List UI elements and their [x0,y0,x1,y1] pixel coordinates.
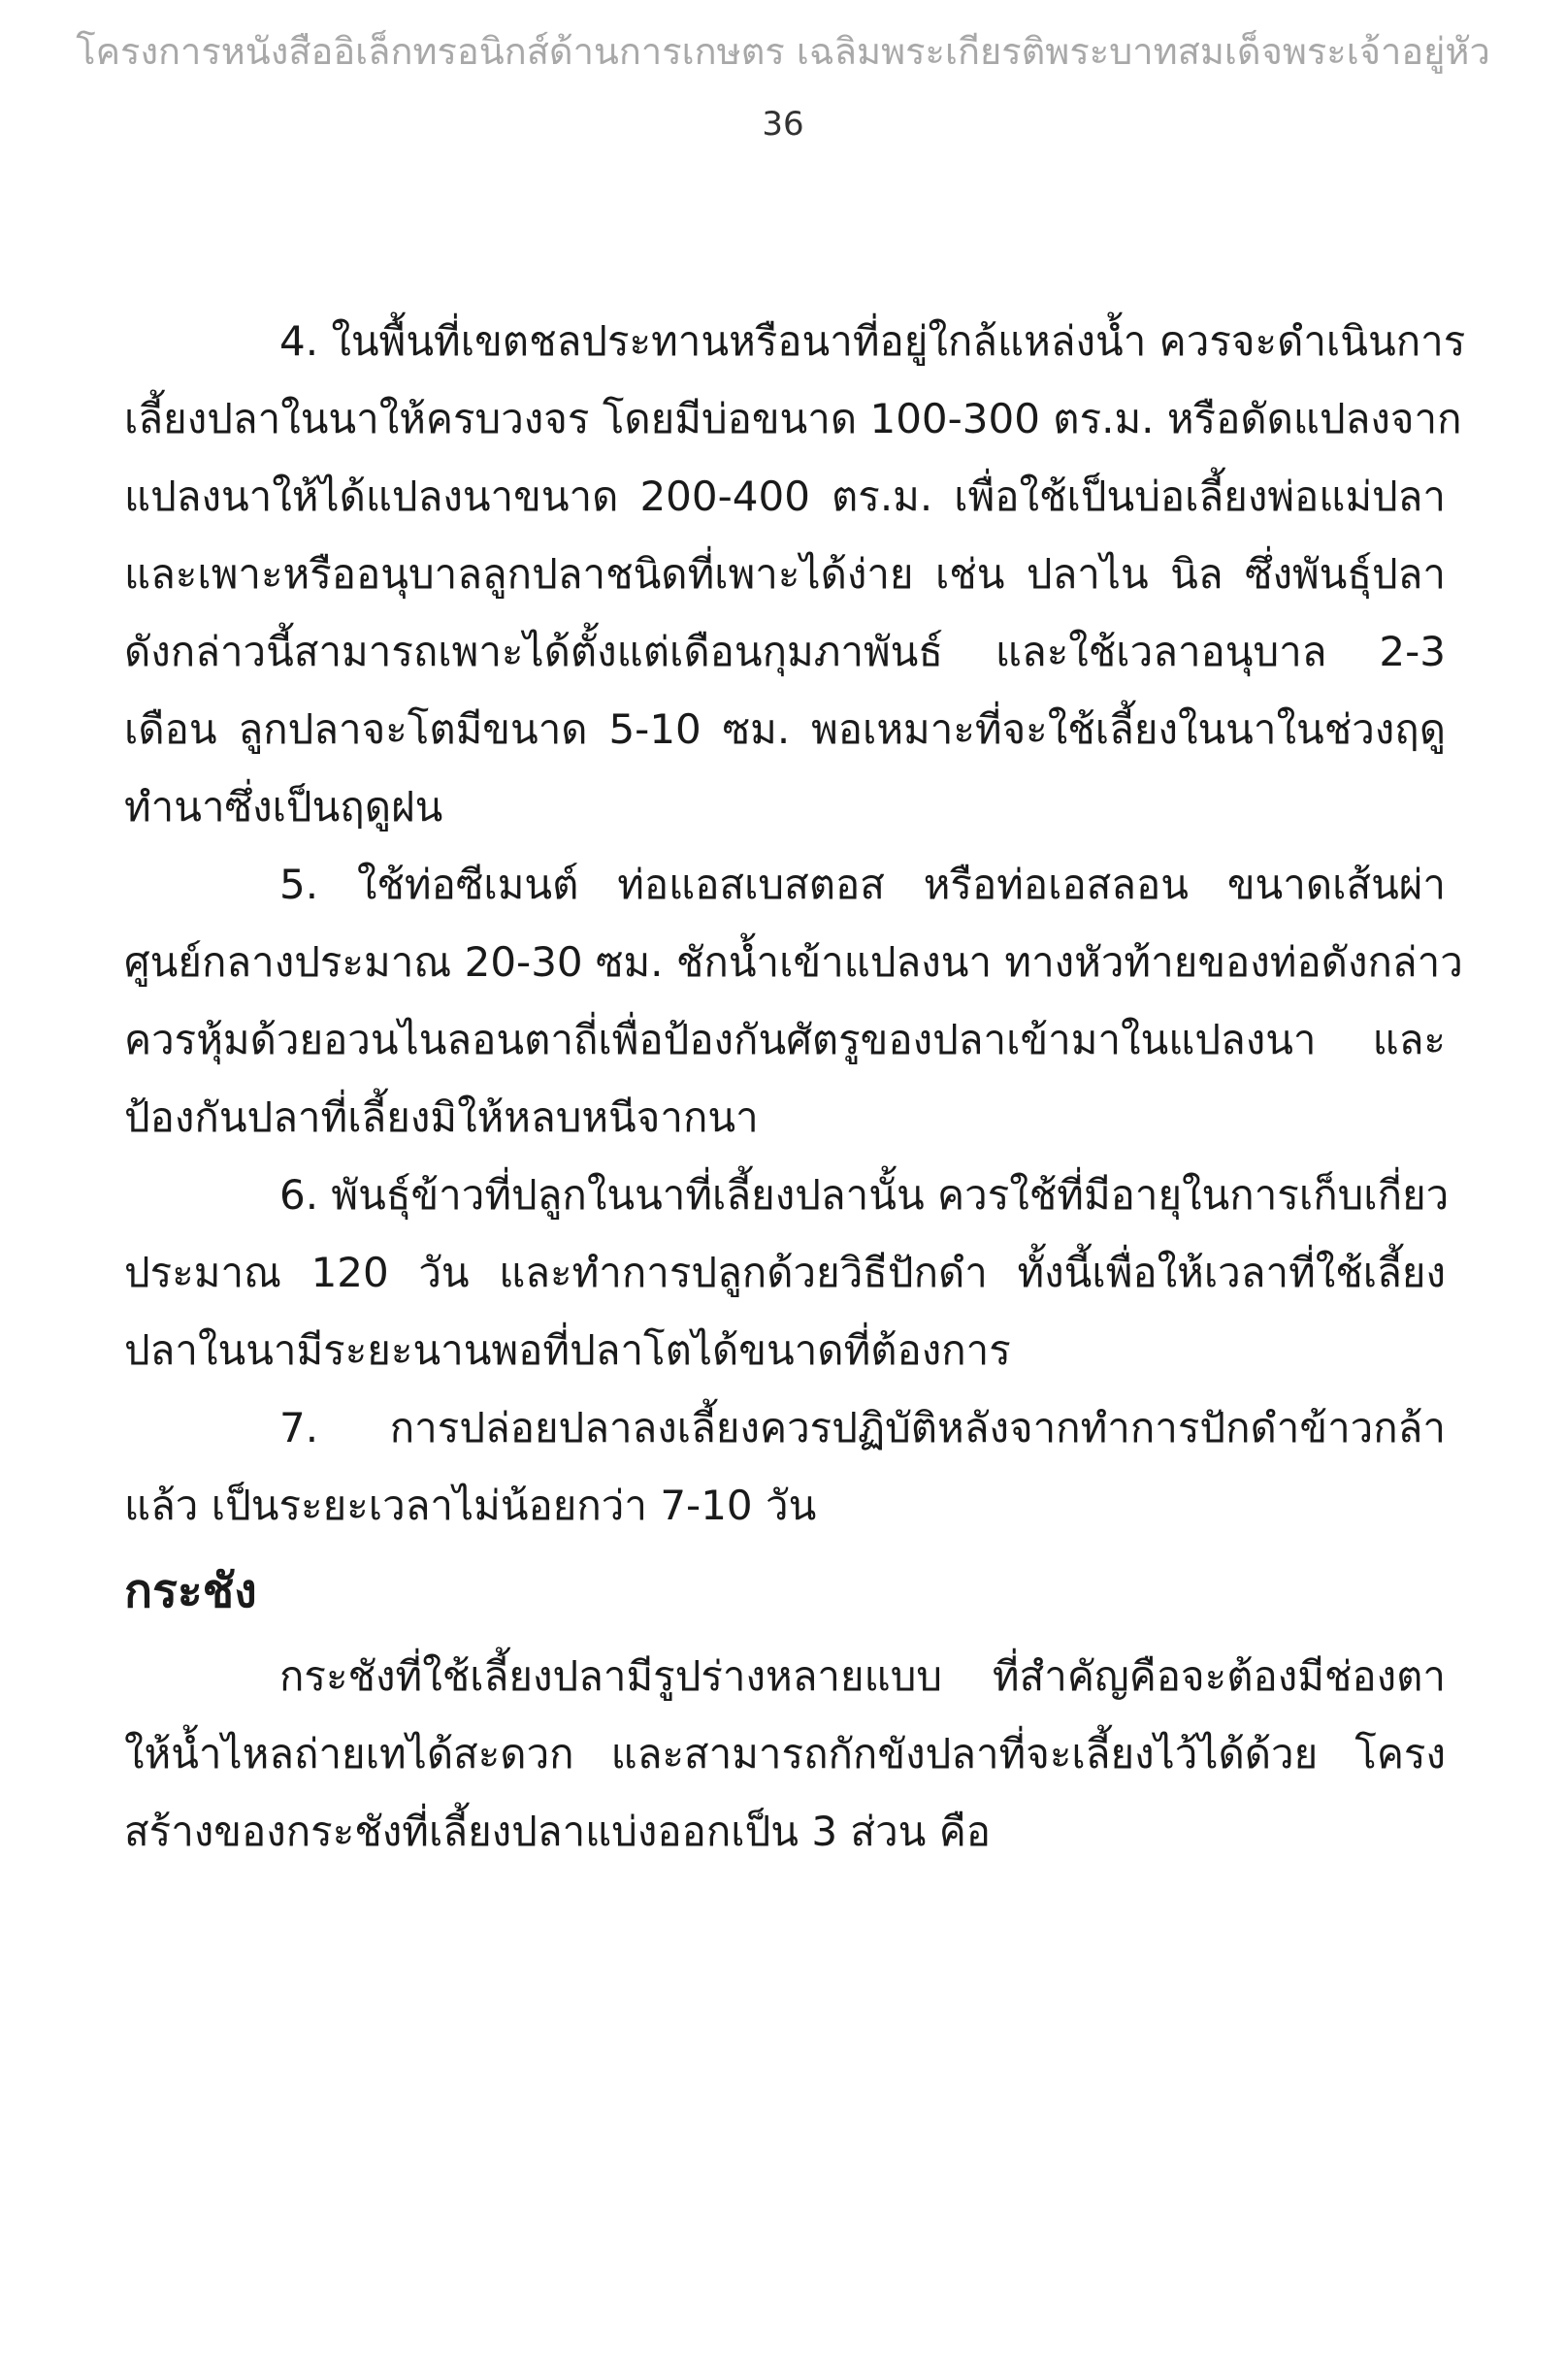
section-heading: กระชัง [124,1564,257,1618]
paragraph-line: 6. พันธุ์ข้าวที่ปลูกในนาที่เลี้ยงปลานั้น ควรใช้ที่มีอายุในการเก็บเกี่ยว [279,1171,1450,1219]
paragraph-line: ควรหุ้มด้วยอวนไนลอนตาถี่เพื่อป้องกันศัตรูของปลาเข้ามาในแปลงนา และ [124,1016,1446,1063]
paragraph-line: กระชังที่ใช้เลี้ยงปลามีรูปร่างหลายแบบ ที่สำคัญคือจะต้องมีช่องตา [279,1652,1446,1700]
paragraph-line: 4. ในพื้นที่เขตชลประทานหรือนาที่อยู่ใกล้แหล่งน้ำ ควรจะดำเนินการ [279,317,1466,365]
paragraph-line: ดังกล่าวนี้สามารถเพาะได้ตั้งแต่เดือนกุมภาพันธ์ และใช้เวลาอนุบาล 2-3 [124,628,1446,675]
paragraph-line: ประมาณ 120 วัน และทำการปลูกด้วยวิธีปักดำ ทั้งนี้เพื่อให้เวลาที่ใช้เลี้ยง [124,1249,1446,1296]
paragraph-line: และเพาะหรืออนุบาลลูกปลาชนิดที่เพาะได้ง่าย เช่น ปลาไน นิล ซึ่งพันธุ์ปลา [124,550,1446,598]
paragraph-line: แล้ว เป็นระยะเวลาไม่น้อยกว่า 7-10 วัน [124,1482,817,1529]
paragraph-item-7 [124,1389,1446,1545]
body-text [124,303,1466,1871]
paragraph-line: สร้างของกระชังที่เลี้ยงปลาแบ่งออกเป็น 3 ส่วน คือ [124,1808,992,1855]
paragraph-line: เลี้ยงปลาในนาให้ครบวงจร โดยมีบ่อขนาด 100-300 ตร.ม. หรือดัดแปลงจาก [124,395,1462,442]
paragraph-line: ปลาในนามีระยะนานพอที่ปลาโตได้ขนาดที่ต้องการ [124,1326,1011,1374]
section-paragraph [124,1638,1446,1871]
page-number: 36 [762,105,804,144]
running-header: โครงการหนังสืออิเล็กทรอนิกส์ด้านการเกษตร เฉลิมพระเกียรติพระบาทสมเด็จพระเจ้าอยู่หัว [76,30,1490,73]
paragraph-item-4 [124,303,1466,846]
paragraph-item-5 [124,846,1463,1157]
paragraph-line: แปลงนาให้ได้แปลงนาขนาด 200-400 ตร.ม. เพื่อใช้เป็นบ่อเลี้ยงพ่อแม่ปลา [124,473,1446,520]
paragraph-line: ให้น้ำไหลถ่ายเทได้สะดวก และสามารถกักขังปลาที่จะเลี้ยงไว้ได้ด้วย โครง [124,1730,1446,1777]
paragraph-line: ป้องกันปลาที่เลี้ยงมิให้หลบหนีจากนา [124,1093,759,1141]
paragraph-line: เดือน ลูกปลาจะโตมีขนาด 5-10 ซม. พอเหมาะที่จะใช้เลี้ยงในนาในช่วงฤดู [124,705,1446,753]
paragraph-line: ศูนย์กลางประมาณ 20-30 ซม. ชักน้ำเข้าแปลงนา ทางหัวท้ายของท่อดังกล่าว [124,938,1463,986]
paragraph-line: ทำนาซึ่งเป็นฤดูฝน [124,783,443,831]
paragraph-item-6 [124,1157,1450,1389]
paragraph-line: 5. ใช้ท่อซีเมนต์ ท่อแอสเบสตอส หรือท่อเอสลอน ขนาดเส้นผ่า [279,861,1446,908]
paragraph-line: 7. การปล่อยปลาลงเลี้ยงควรปฏิบัติหลังจากทำการปักดำข้าวกล้า [279,1404,1446,1451]
